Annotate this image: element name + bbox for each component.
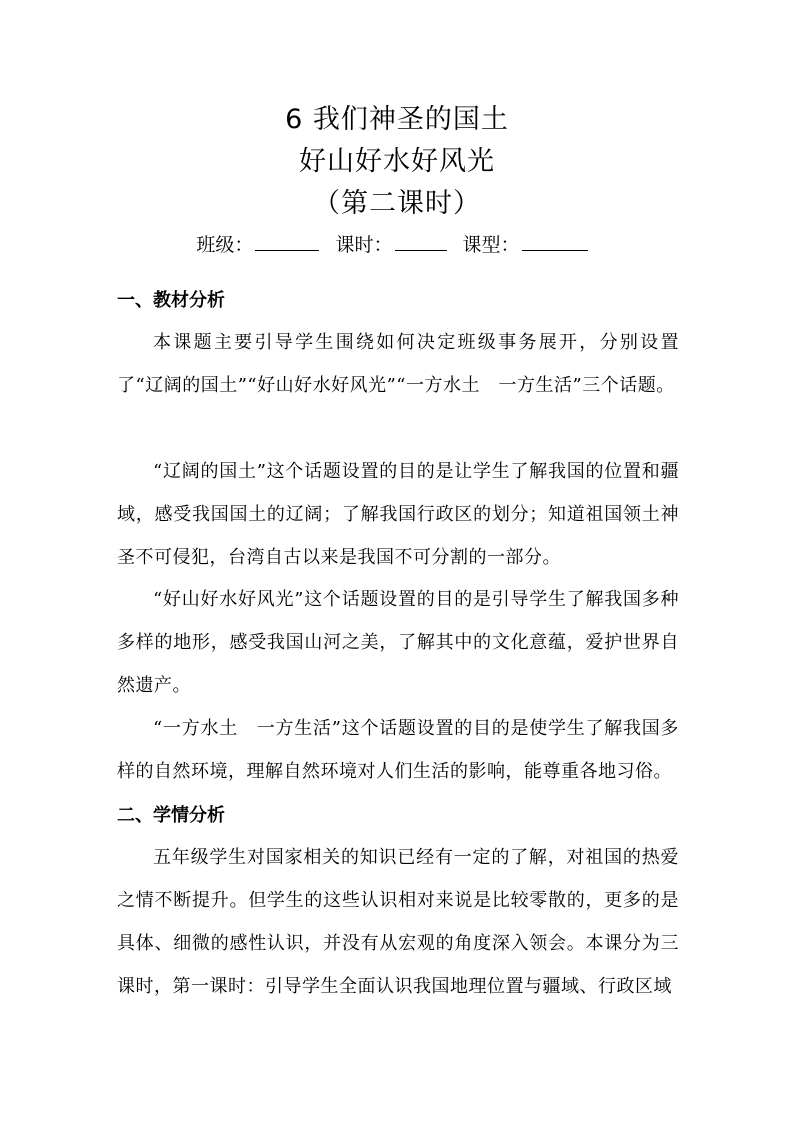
paragraph: “辽阔的国土”这个话题设置的目的是让学生了解我国的位置和疆域，感受我国国土的辽阔；了解我国行政区的划分；知道祖国领土神圣不可侵犯，台湾自古以来是我国不可分割的一部分。 (117, 461, 679, 568)
type-blank (522, 230, 588, 251)
lesson-meta-line (0, 230, 794, 260)
section-heading-textbook-analysis: 一、教材分析 (117, 290, 225, 311)
lesson-period: （第二课时） (313, 188, 481, 219)
lesson-title: 6 我们神圣的国土 (285, 104, 509, 135)
period-blank (395, 230, 447, 251)
class-blank (255, 230, 319, 251)
paragraph: “好山好水好风光”这个话题设置的目的是引导学生了解我国多种多样的地形，感受我国山河之美，了解其中的文化意蕴，爱护世界自然遗产。 (117, 589, 679, 696)
class-label: 班级： (196, 234, 254, 256)
lesson-subtitle: 好山好水好风光 (299, 146, 495, 177)
section-heading-student-analysis: 二、学情分析 (117, 805, 225, 826)
paragraph: “一方水土 一方生活”这个话题设置的目的是使学生了解我国多样的自然环境，理解自然环境对人们生活的影响，能尊重各地习俗。 (117, 718, 679, 782)
period-label: 课时： (335, 234, 393, 256)
paragraph: 本课题主要引导学生围绕如何决定班级事务展开，分别设置了“辽阔的国土”“好山好水好风光”“一方水土 一方生活”三个话题。 (117, 332, 679, 396)
type-label: 课型： (462, 234, 520, 256)
paragraph: 五年级学生对国家相关的知识已经有一定的了解，对祖国的热爱之情不断提升。但学生的这些认识相对来说是比较零散的，更多的是具体、细微的感性认识，并没有从宏观的角度深入领会。本课分为三课时，第一课时：引导学生全面认识我国地理位置与疆域、行政区域 (117, 847, 679, 997)
